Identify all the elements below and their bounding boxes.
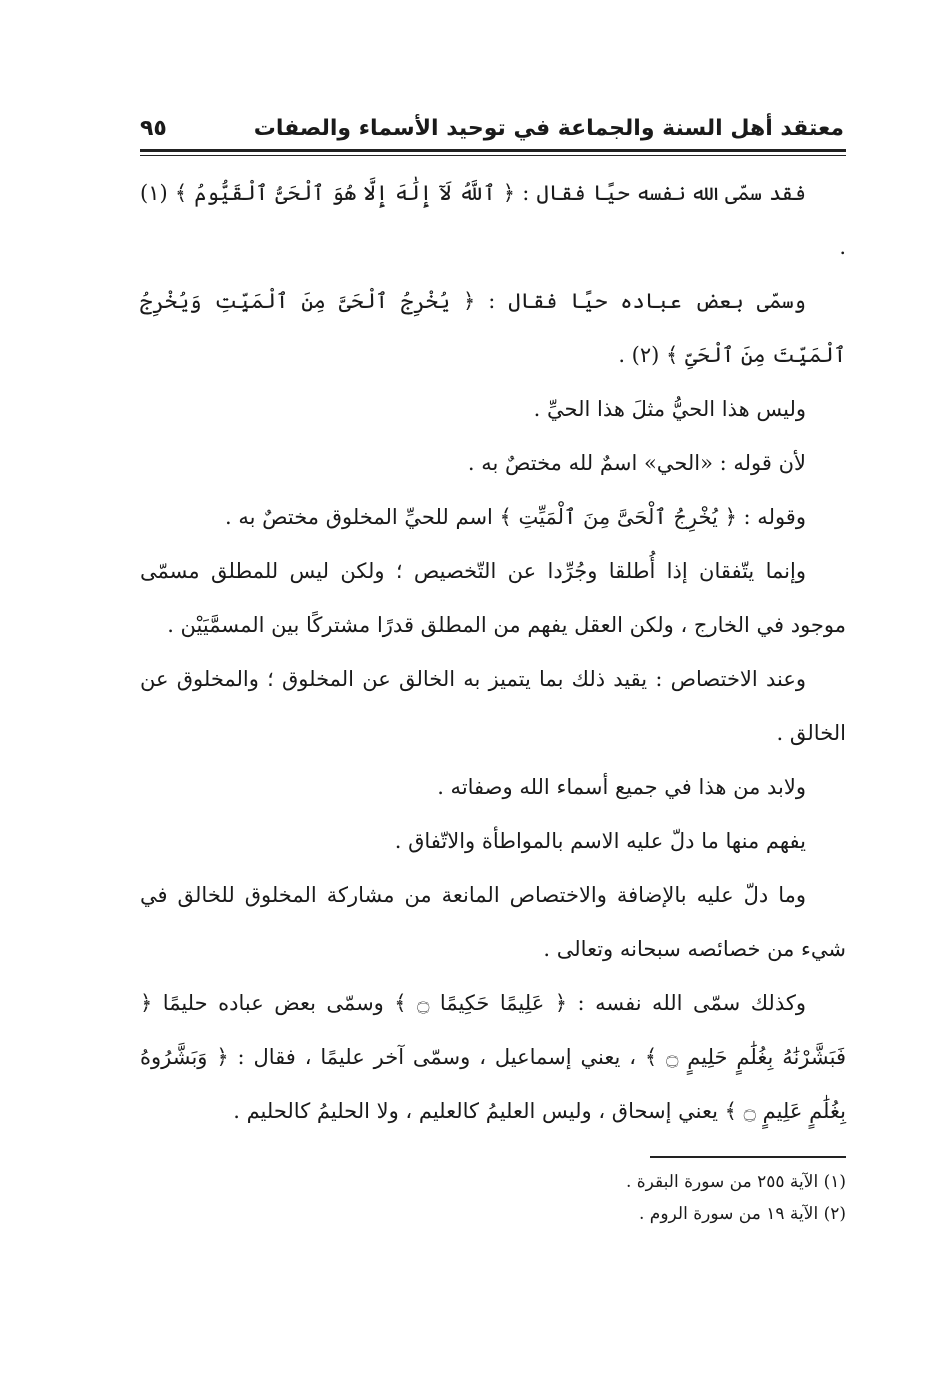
running-header (140, 112, 844, 146)
page-number: ٩٥ (140, 116, 167, 141)
paragraph: وما دلّ عليه بالإضافة والاختصاص المانعة من مشاركة المخلوق للخالق في شيء من خصائصه سبحانه وتعالى . (140, 883, 846, 961)
header-rule (140, 149, 846, 152)
footnote-rule (650, 1156, 846, 1158)
paragraph: وسمّى بعض عباده حيًا فقال : ﴿ يُخْرِجُ ٱلْحَىَّ مِنَ ٱلْمَيِّتِ وَيُخْرِجُ ٱلْمَيِّتَ مِنَ ٱلْحَىِّ ﴾ (٢) . (140, 289, 846, 367)
header-rule-thin (140, 155, 846, 156)
paragraph: يفهم منها ما دلّ عليه الاسم بالمواطأة والاتّفاق . (394, 829, 806, 853)
page-body (140, 166, 846, 1138)
footnote: (١) الآية ٢٥٥ من سورة البقرة . (625, 1172, 846, 1192)
paragraph: وإنما يتّفقان إذا أُطلقا وجُرِّدا عن التّخصيص ؛ ولكن ليس للمطلق مسمّى موجود في الخارج ، ولكن العقل يفهم من المطلق قدرًا مشتركًا بين المسمَّيَيْن . (140, 559, 846, 637)
paragraph: وقوله : ﴿ يُخْرِجُ ٱلْحَىَّ مِنَ ٱلْمَيِّتِ ﴾ اسم للحيِّ المخلوق مختصٌ به . (225, 505, 806, 529)
paragraph: فقد سمّى الله نفسه حيًا فقال : ﴿ ٱللَّهُ لَآ إِلَٰهَ إِلَّا هُوَ ٱلْحَىُّ ٱلْقَيُّومُ ﴾ (١) . (140, 181, 846, 259)
paragraph: ولابد من هذا في جميع أسماء الله وصفاته . (437, 775, 806, 799)
paragraph: وكذلك سمّى الله نفسه : ﴿ عَلِيمًا حَكِيمًا ۝ ﴾ وسمّى بعض عباده حليمًا ﴿ فَبَشَّرْنَٰهُ بِغُلَٰمٍ حَلِيمٍ ۝ ﴾ ، يعني إسماعيل ، وسمّى آخر عليمًا ، فقال : ﴿ وَبَشَّرُوهُ بِغُلَٰمٍ عَلِيمٍ ۝ ﴾ يعني إسحاق ، وليس العليمُ كالعليم ، ولا الحليمُ كالحليم . (140, 991, 846, 1123)
footnote: (٢) الآية ١٩ من سورة الروم . (639, 1204, 846, 1224)
footnotes (140, 1166, 846, 1230)
paragraph: وليس هذا الحيُّ مثلَ هذا الحيِّ . (533, 397, 806, 421)
header-title: معتقد أهل السنة والجماعة في توحيد الأسماء والصفات (253, 116, 844, 141)
paragraph: وعند الاختصاص : يقيد ذلك بما يتميز به الخالق عن المخلوق ؛ والمخلوق عن الخالق . (140, 667, 846, 745)
paragraph: لأن قوله : «الحي» اسمٌ لله مختصٌ به . (467, 451, 806, 475)
